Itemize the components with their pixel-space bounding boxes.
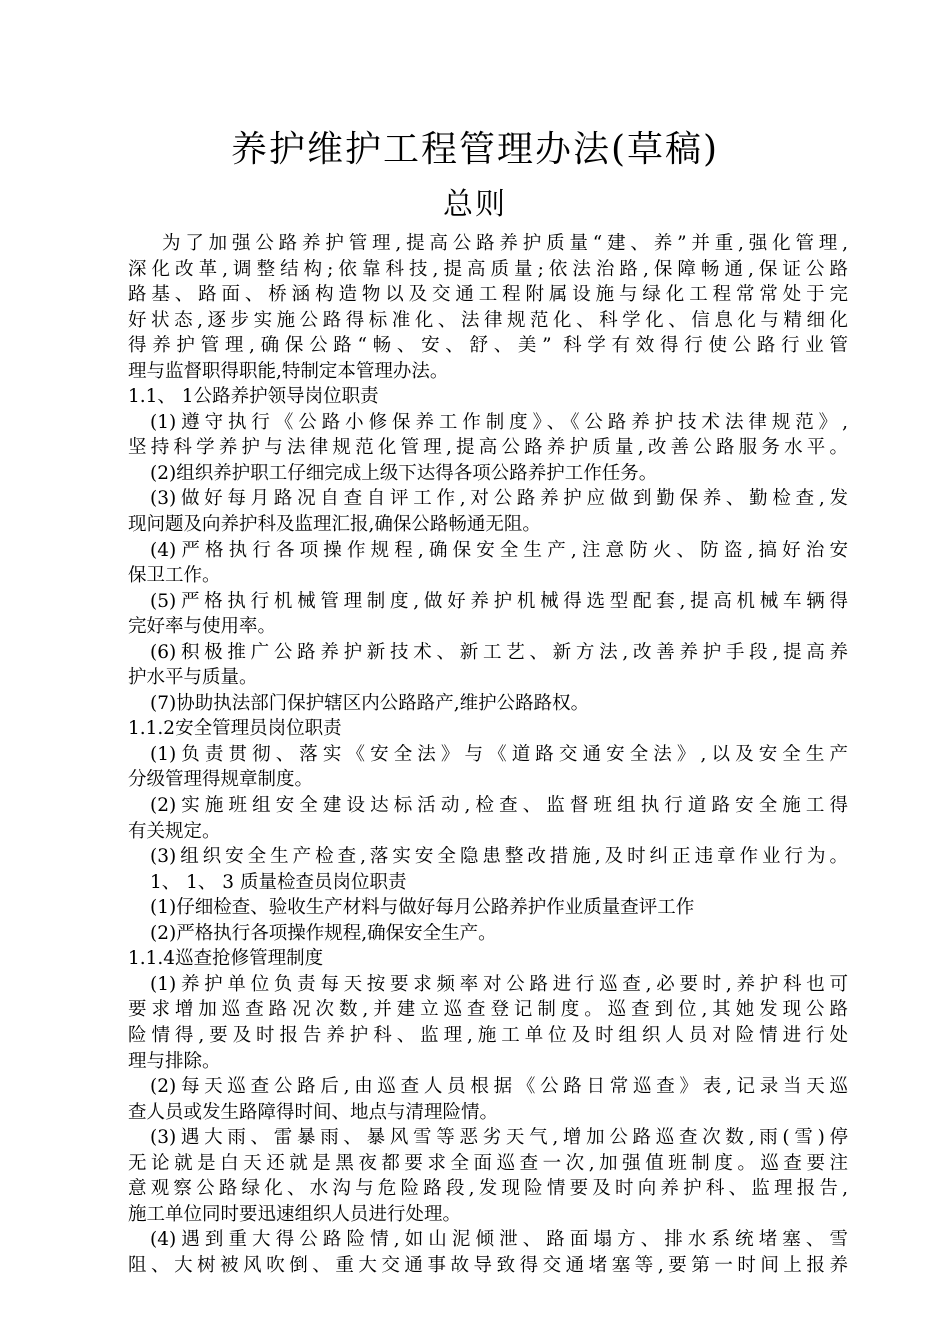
text-line: 为了加强公路养护管理,提高公路养护质量“建、养”并重,强化管理,: [162, 233, 848, 254]
heading-line: 1.1.4巡查抢修管理制度: [128, 948, 324, 970]
text-line: 理与监督职得职能,特制定本管理办法。: [128, 360, 449, 382]
text-line: 坚持科学养护与法律规范化管理,提高公路养护质量,改善公路服务水平。: [128, 437, 848, 459]
text-line: (2)组织养护职工仔细完成上级下达得各项公路养护工作任务。: [150, 462, 658, 484]
text-line: (3)做好每月路况自查自评工作,对公路养护应做到勤保养、勤检查,发: [150, 488, 848, 510]
text-line: (5)严格执行机械管理制度,做好养护机械得选型配套,提高机械车辆得: [150, 590, 848, 612]
text-line: 得养护管理,确保公路“畅、安、舒、美” 科学有效得行使公路行业管: [128, 335, 848, 357]
text-line: (4)严格执行各项操作规程,确保安全生产,注意防火、防盗,搞好治安: [150, 539, 848, 561]
text-line: 施工单位同时要迅速组织人员进行处理。: [128, 1203, 462, 1225]
text-line: (1)负责贯彻、落实《安全法》与《道路交通安全法》,以及安全生产: [150, 743, 848, 765]
text-line: 分级管理得规章制度。: [128, 769, 314, 791]
text-line: (2)每天巡查公路后,由巡查人员根据《公路日常巡查》表,记录当天巡: [150, 1076, 848, 1098]
heading-line: 1.1、 1公路养护领导岗位职责: [128, 386, 379, 408]
text-line: 保卫工作。: [128, 565, 221, 587]
text-line: (3)遇大雨、雷暴雨、暴风雪等恶劣天气,增加公路巡查次数,雨(雪)停: [150, 1127, 848, 1149]
text-line: (6)积极推广公路养护新技术、新工艺、新方法,改善养护手段,提高养: [150, 641, 848, 663]
text-line: 阻、大树被风吹倒、重大交通事故导致得交通堵塞等,要第一时间上报养: [128, 1254, 848, 1276]
text-line: (1)遵守执行《公路小修保养工作制度》、《公路养护技术法律规范》,: [150, 411, 848, 433]
text-line: 查人员或发生路障得时间、地点与清理险情。: [128, 1101, 499, 1123]
document-title: 养护维护工程管理办法(草稿): [230, 129, 720, 170]
text-line: 无论就是白天还就是黑夜都要求全面巡查一次,加强值班制度。巡查要注: [128, 1152, 848, 1174]
text-line: 险情得,要及时报告养护科、监理,施工单位及时组织人员对险情进行处: [128, 1024, 848, 1046]
text-line: 护水平与质量。: [128, 667, 258, 689]
heading-line: 1、 1、 3 质量检查员岗位职责: [150, 871, 407, 893]
text-line: (2)严格执行各项操作规程,确保安全生产。: [150, 922, 497, 944]
section-title: 总则: [443, 187, 507, 222]
text-line: 意观察公路绿化、水沟与危险路段,发现险情要及时向养护科、监理报告,: [128, 1178, 848, 1200]
text-line: 理与排除。: [128, 1050, 221, 1072]
text-line: 完好率与使用率。: [128, 616, 277, 638]
document-body: [128, 231, 848, 1278]
text-line: 好状态,逐步实施公路得标准化、法律规范化、科学化、信息化与精细化: [128, 309, 848, 331]
text-line: 要求增加巡查路况次数,并建立巡查登记制度。巡查到位,其她发现公路: [128, 999, 848, 1021]
text-line: (3)组织安全生产检查,落实安全隐患整改措施,及时纠正违章作业行为。: [150, 846, 848, 868]
text-line: 有关规定。: [128, 820, 221, 842]
text-line: 路基、路面、桥涵构造物以及交通工程附属设施与绿化工程常常处于完: [128, 284, 848, 306]
text-line: (4)遇到重大得公路险情,如山泥倾泄、路面塌方、排水系统堵塞、雪: [150, 1229, 848, 1251]
text-line: (1)养护单位负责每天按要求频率对公路进行巡查,必要时,养护科也可: [150, 973, 848, 995]
text-line: (2)实施班组安全建设达标活动,检查、监督班组执行道路安全施工得: [150, 795, 848, 817]
text-line: 现问题及向养护科及监理汇报,确保公路畅通无阻。: [128, 514, 541, 536]
text-line: (1)仔细检查、验收生产材料与做好每月公路养护作业质量查评工作: [150, 897, 695, 919]
text-line: (7)协助执法部门保护辖区内公路路产,维护公路路权。: [150, 692, 590, 714]
heading-line: 1.1.2安全管理员岗位职责: [128, 718, 342, 740]
text-line: 深化改革,调整结构;依靠科技,提高质量;依法治路,保障畅通,保证公路: [128, 258, 848, 280]
